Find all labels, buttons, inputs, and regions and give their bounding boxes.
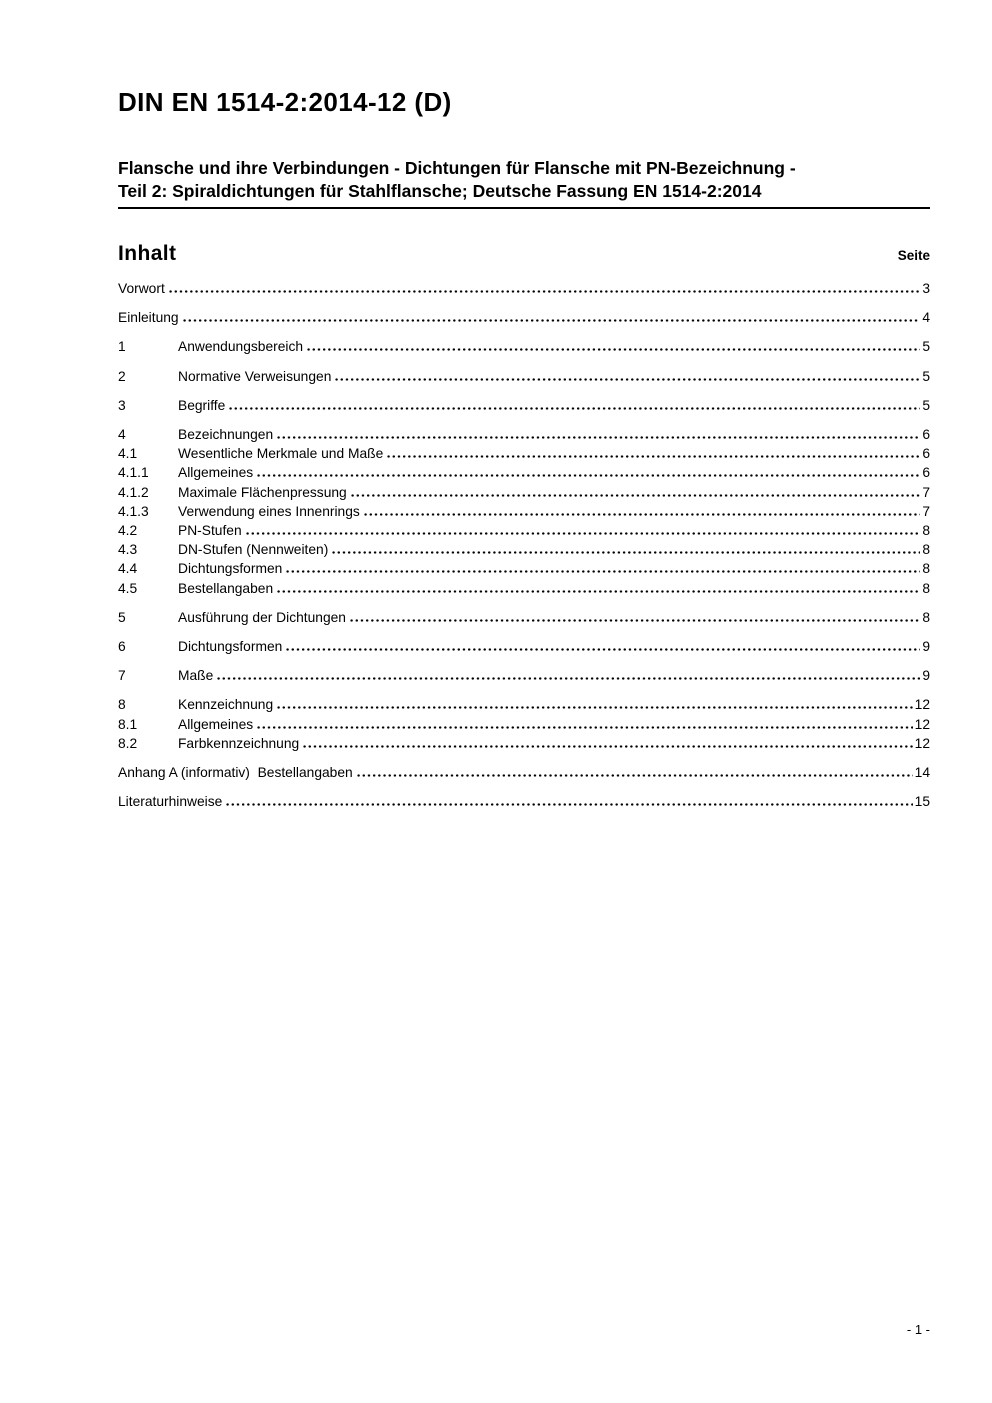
toc-entry-number: 1 — [118, 339, 126, 355]
toc-entry-label: Maximale Flächenpressung — [178, 484, 347, 500]
toc-entry-number: 6 — [118, 639, 126, 655]
toc-entry-number: 7 — [118, 668, 126, 684]
toc-entry — [118, 425, 930, 444]
toc-entry — [118, 463, 930, 482]
toc-entry — [118, 608, 930, 627]
toc-entry-label: Allgemeines — [178, 465, 254, 481]
toc-entry-page: 14 — [914, 765, 930, 781]
toc-entry-page: 6 — [922, 446, 930, 462]
dot-leader — [363, 513, 921, 516]
toc-entry — [118, 666, 930, 685]
toc-entry — [118, 308, 930, 327]
toc-entry-number: 4.4 — [118, 561, 138, 577]
dot-leader — [349, 619, 920, 622]
dot-leader — [356, 774, 913, 777]
toc-entry-number: 5 — [118, 609, 126, 625]
toc-entry-page: 8 — [922, 523, 930, 539]
toc-header-row — [118, 242, 930, 266]
toc-entry-number: 4.3 — [118, 542, 138, 558]
toc-entry-page: 5 — [922, 397, 930, 413]
dot-leader — [168, 290, 921, 293]
toc-entry — [118, 279, 930, 298]
dot-leader — [302, 745, 912, 748]
dot-leader — [228, 407, 920, 410]
toc-entry-label: Maße — [178, 668, 214, 684]
toc-entry — [118, 367, 930, 386]
toc-entry-label: Ausführung der Dichtungen — [178, 609, 346, 625]
document-page — [118, 0, 930, 811]
toc-entry-page: 8 — [922, 542, 930, 558]
toc-entry-label: Dichtungsformen — [178, 561, 283, 577]
toc-entry-label: Verwendung eines Innenrings — [178, 503, 360, 519]
page-number: - 1 - — [906, 1322, 930, 1337]
toc-entry-label: Bezeichnungen — [178, 427, 274, 443]
toc-entry-label: PN-Stufen — [178, 523, 242, 539]
toc-entry-label: DN-Stufen (Nennweiten) — [178, 542, 329, 558]
toc-entry-number: 3 — [118, 397, 126, 413]
document-subtitle-line-1: Flansche und ihre Verbindungen - Dichtungen für Flansche mit PN-Bezeichnung - — [118, 158, 796, 178]
toc-entry-page: 9 — [922, 639, 930, 655]
toc-page-column-label: Seite — [897, 248, 930, 263]
dot-leader — [216, 677, 920, 680]
toc-entry-number: 8 — [118, 697, 126, 713]
toc-entry-page: 9 — [922, 668, 930, 684]
toc-entry-label: Literaturhinweise — [118, 794, 223, 810]
dot-leader — [276, 706, 913, 709]
toc-entry-label: Einleitung — [118, 310, 179, 326]
toc-entry — [118, 637, 930, 656]
dot-leader — [225, 803, 912, 806]
toc-entry-number: 4.2 — [118, 523, 138, 539]
dot-leader — [256, 474, 920, 477]
dot-leader — [285, 648, 920, 651]
dot-leader — [350, 494, 921, 497]
document-subtitle-line-2: Teil 2: Spiraldichtungen für Stahlflansche; Deutsche Fassung EN 1514-2:2014 — [118, 181, 762, 201]
toc-entry — [118, 559, 930, 578]
toc-entry-label: Anwendungsbereich — [178, 339, 304, 355]
dot-leader — [256, 726, 912, 729]
dot-leader — [276, 436, 920, 439]
toc-entry-page: 7 — [922, 503, 930, 519]
toc-entry-number: 4.1.1 — [118, 465, 149, 481]
toc-entry-label: Dichtungsformen — [178, 639, 283, 655]
dot-leader — [285, 570, 920, 573]
toc-entry — [118, 579, 930, 598]
dot-leader — [386, 455, 920, 458]
toc-entry-label: Wesentliche Merkmale und Maße — [178, 446, 384, 462]
toc-entry — [118, 695, 930, 714]
toc-entry — [118, 540, 930, 559]
dot-leader — [182, 319, 921, 322]
toc-entry-label: Kennzeichnung — [178, 697, 274, 713]
toc-entry — [118, 483, 930, 502]
toc-entry-number: 8.2 — [118, 735, 138, 751]
toc-list — [118, 279, 930, 811]
toc-entry-page: 15 — [914, 794, 930, 810]
toc-entry — [118, 763, 930, 782]
toc-entry-page: 5 — [922, 339, 930, 355]
toc-entry-number: 8.1 — [118, 716, 138, 732]
toc-entry — [118, 337, 930, 356]
toc-entry-page: 7 — [922, 484, 930, 500]
toc-entry — [118, 792, 930, 811]
header-rule — [118, 207, 930, 209]
toc-entry — [118, 502, 930, 521]
document-title: DIN EN 1514-2:2014-12 (D) — [118, 87, 452, 117]
toc-entry-label: Allgemeines — [178, 716, 254, 732]
toc-entry-label: Vorwort — [118, 281, 165, 296]
toc-entry-page: 5 — [922, 368, 930, 384]
toc-entry-number: 2 — [118, 368, 126, 384]
toc-entry — [118, 444, 930, 463]
toc-entry-page: 12 — [914, 716, 930, 732]
toc-entry — [118, 396, 930, 415]
toc-entry — [118, 734, 930, 753]
toc-entry-page: 12 — [914, 735, 930, 751]
toc-entry — [118, 521, 930, 540]
toc-entry-label: Normative Verweisungen — [178, 368, 332, 384]
toc-entry-number: 4.1 — [118, 446, 138, 462]
document-subtitle — [118, 157, 930, 203]
dot-leader — [331, 551, 920, 554]
dot-leader — [334, 378, 920, 381]
toc-entry-page: 8 — [922, 580, 930, 596]
toc-entry-label: Anhang A (informativ) Bestellangaben — [118, 765, 353, 781]
toc-entry-page: 3 — [922, 281, 930, 296]
dot-leader — [245, 532, 921, 535]
toc-heading: Inhalt — [118, 242, 177, 265]
toc-entry-page: 6 — [922, 465, 930, 481]
toc-entry-page: 6 — [922, 427, 930, 443]
toc-entry-number: 4.1.2 — [118, 484, 149, 500]
toc-entry-number: 4 — [118, 427, 126, 443]
toc-entry-label: Begriffe — [178, 397, 226, 413]
dot-leader — [276, 590, 920, 593]
toc-entry — [118, 715, 930, 734]
toc-entry-page: 12 — [914, 697, 930, 713]
toc-entry-label: Bestellangaben — [178, 580, 274, 596]
toc-entry-page: 8 — [922, 561, 930, 577]
toc-entry-number: 4.5 — [118, 580, 138, 596]
toc-entry-number: 4.1.3 — [118, 503, 149, 519]
toc-entry-page: 8 — [922, 609, 930, 625]
dot-leader — [306, 348, 920, 351]
toc-entry-page: 4 — [922, 310, 930, 326]
toc-entry-label: Farbkennzeichnung — [178, 735, 300, 751]
